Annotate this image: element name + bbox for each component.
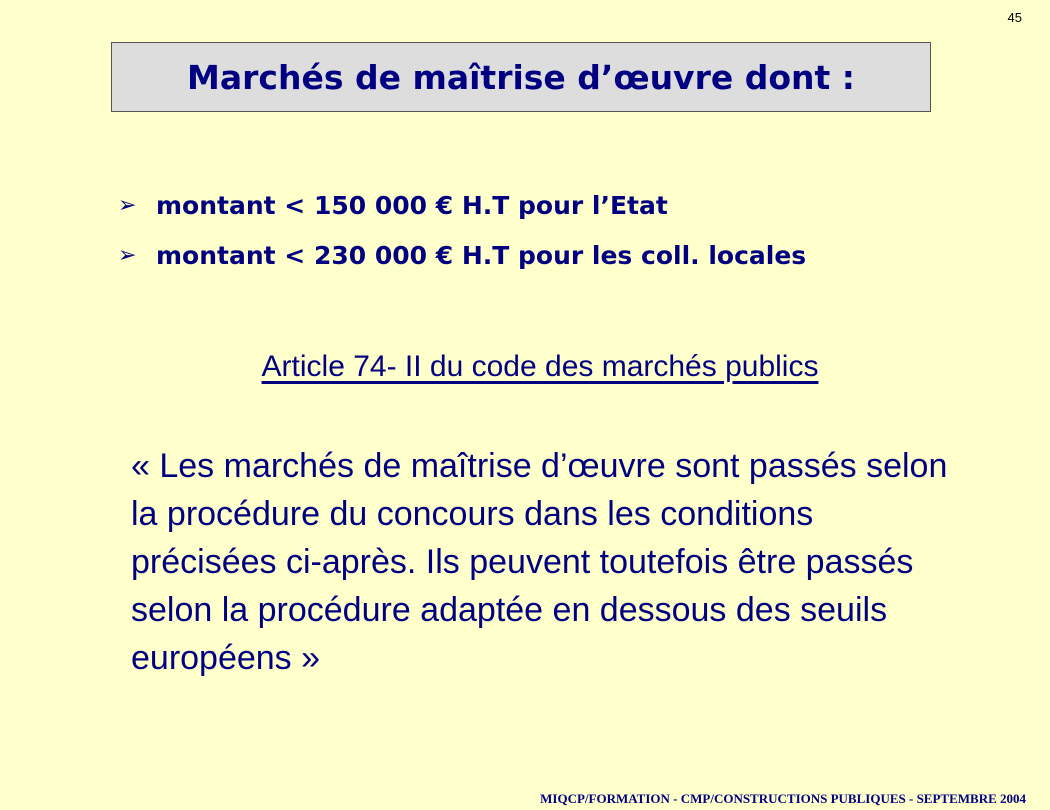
article-heading: Article 74- II du code des marchés publics xyxy=(261,350,819,383)
bullet-list xyxy=(118,180,806,280)
slide-title: Marchés de maîtrise d’œuvre dont : xyxy=(187,57,855,97)
bullet-item xyxy=(118,180,806,230)
quote-text: « Les marchés de maîtrise d’œuvre sont passés selon la procédure du concours dans les conditions précisées ci-après. Ils peuvent toutefois être passés selon la procédure adaptée en dessous des seuils européens » xyxy=(131,447,948,677)
title-box xyxy=(111,42,931,112)
bullet-text: montant < 150 000 € H.T pour l’Etat xyxy=(156,190,668,220)
bullet-item xyxy=(118,230,806,280)
bullet-text: montant < 230 000 € H.T pour les coll. locales xyxy=(156,240,807,270)
arrow-right-icon: ➢ xyxy=(118,242,137,268)
footer-text: MIQCP/FORMATION - CMP/CONSTRUCTIONS PUBLIQUES - SEPTEMBRE 2004 xyxy=(540,791,1026,806)
arrow-right-icon: ➢ xyxy=(118,192,137,218)
page-number: 45 xyxy=(1007,10,1022,25)
